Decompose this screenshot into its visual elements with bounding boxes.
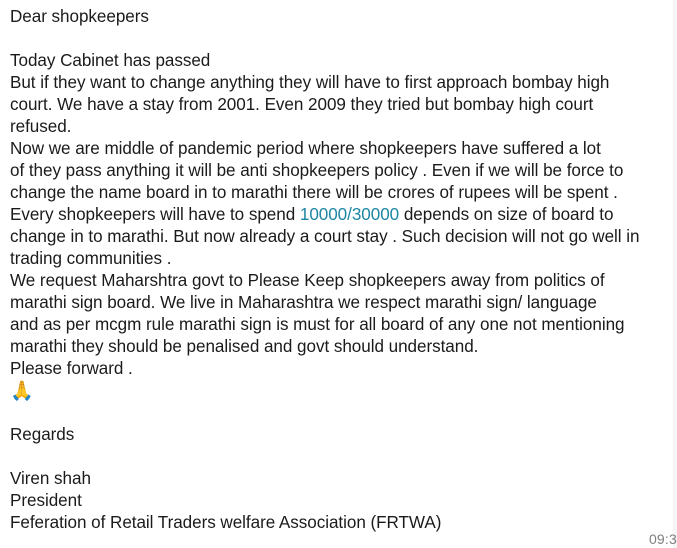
folded-hands-icon: 🙏 — [10, 380, 34, 402]
message-line — [10, 446, 670, 468]
message-line: But if they want to change anything they will have to first approach bombay high — [10, 73, 610, 92]
message-line — [10, 28, 670, 50]
message-line: change the name board in to marathi there will be crores of rupees will be spent . — [10, 183, 618, 202]
message-line: Please forward . — [10, 359, 133, 378]
message-line: We request Maharshtra govt to Please Keep shopkeepers away from politics of — [10, 271, 605, 290]
message-line: court. We have a stay from 2001. Even 2009 they tried but bombay high court — [10, 95, 594, 114]
message-timestamp: 09:3 — [648, 531, 677, 547]
message-line: Today Cabinet has passed — [10, 51, 211, 70]
message-line: Now we are middle of pandemic period where shopkeepers have suffered a lot — [10, 139, 601, 158]
message-line: change in to marathi. But now already a court stay . Such decision will not go well in — [10, 227, 640, 246]
message-line — [10, 402, 670, 424]
spend-line — [10, 204, 670, 226]
message-line: and as per mcgm rule marathi sign is must for all board of any one not mentioning — [10, 315, 625, 334]
message-line: Dear shopkeepers — [10, 7, 149, 26]
message-line: Viren shah — [10, 469, 91, 488]
message-line: of they pass anything it will be anti shopkeepers policy . Even if we will be force to — [10, 161, 624, 180]
message-text — [10, 6, 670, 534]
message-line: marathi sign board. We live in Maharashtra we respect marathi sign/ language — [10, 293, 597, 312]
message-line: marathi they should be penalised and govt should understand. — [10, 337, 479, 356]
message-line: refused. — [10, 117, 72, 136]
spend-text-before: Every shopkeepers will have to spend — [10, 205, 300, 224]
message-line: trading communities . — [10, 249, 172, 268]
amount-link[interactable]: 10000/30000 — [299, 205, 400, 224]
message-line: Regards — [10, 425, 75, 444]
spend-text-after: depends on size of board to — [399, 205, 614, 224]
emoji-line — [10, 380, 670, 402]
message-line: President — [10, 491, 82, 510]
message-line: Feferation of Retail Traders welfare Association (FRTWA) — [10, 513, 442, 532]
